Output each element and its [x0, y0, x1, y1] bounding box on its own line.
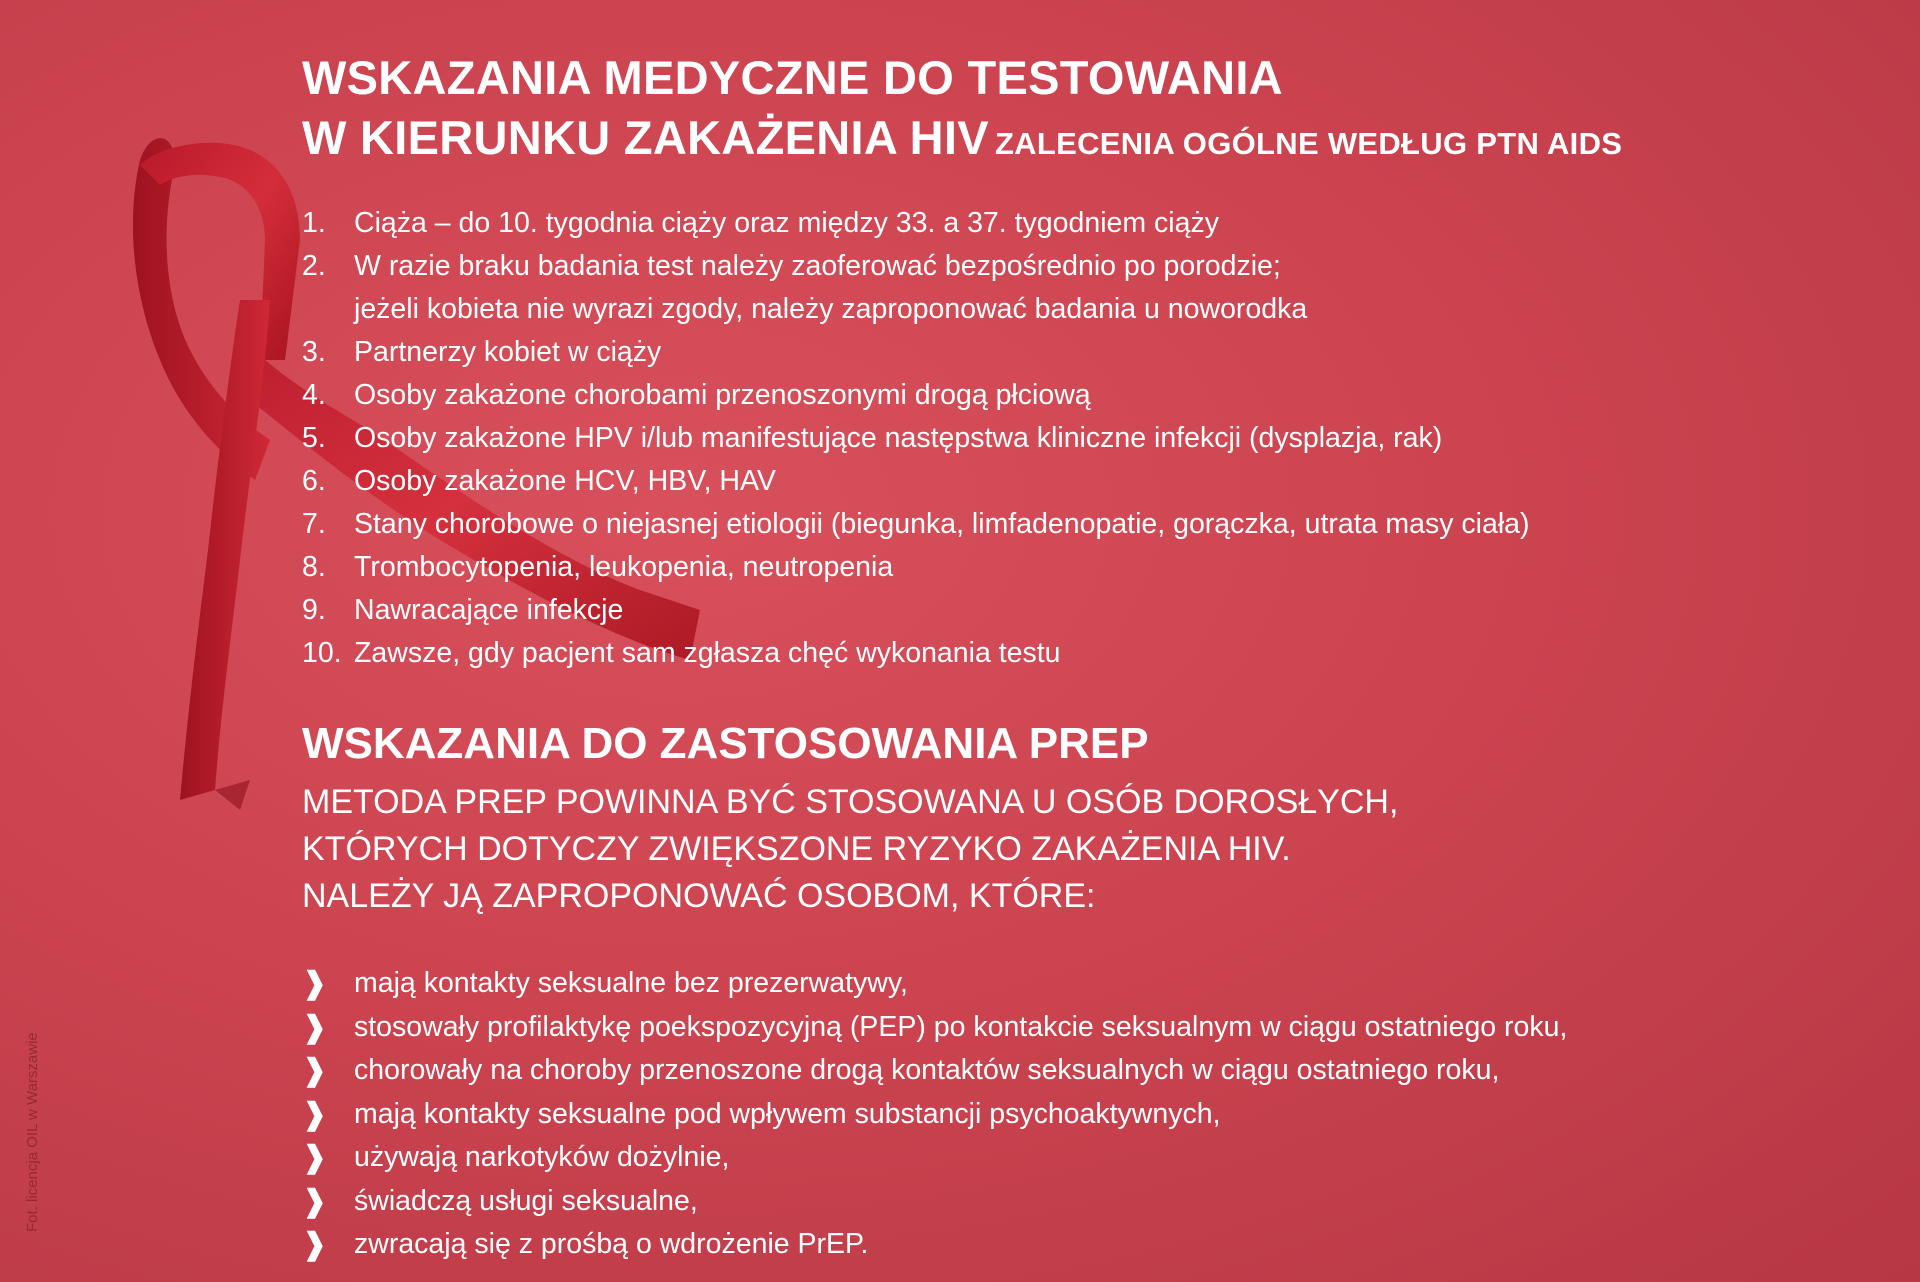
- list-item-text: Osoby zakażone chorobami przenoszonymi drogą płciową: [354, 379, 1091, 411]
- bullet-item: [302, 1093, 1892, 1137]
- list-item-text: Nawracające infekcje: [354, 594, 624, 626]
- list-item: [302, 589, 1892, 632]
- list-item-number: 1.: [302, 207, 326, 239]
- chevron-right-icon: ❱: [302, 967, 328, 1000]
- list-item-number: 3.: [302, 336, 326, 368]
- list-item-number: 9.: [302, 594, 326, 626]
- chevron-right-icon: ❱: [302, 1010, 328, 1044]
- bullet-text: zwracają się z prośbą o wdrożenie PrEP.: [354, 1228, 869, 1260]
- list-item: [302, 374, 1892, 417]
- list-item: [302, 331, 1892, 374]
- content-area: [302, 48, 1892, 1267]
- list-item: [302, 202, 1892, 245]
- section1-title-line1: WSKAZANIA MEDYCZNE DO TESTOWANIA: [302, 51, 1283, 104]
- list-item-number: 2.: [302, 250, 326, 282]
- list-item-text: Trombocytopenia, leukopenia, neutropenia: [354, 551, 894, 583]
- list-item-text: jeżeli kobieta nie wyrazi zgody, należy zaproponować badania u noworodka: [354, 293, 1308, 325]
- list-item-text: Osoby zakażone HCV, HBV, HAV: [354, 465, 776, 497]
- list-item-text: Stany chorobowe o niejasnej etiologii (biegunka, limfadenopatie, gorączka, utrata masy ciała): [354, 508, 1530, 540]
- list-item-number: 7.: [302, 508, 326, 540]
- chevron-right-icon: ❱: [302, 1054, 328, 1087]
- list-item-text: Ciąża – do 10. tygodnia ciąży oraz między 33. a 37. tygodniem ciąży: [354, 207, 1219, 239]
- prep-bullet-list: [302, 962, 1892, 1267]
- chevron-right-icon: ❱: [302, 1141, 328, 1174]
- bullet-text: używają narkotyków dożylnie,: [354, 1141, 730, 1173]
- chevron-right-icon: ❱: [302, 1228, 328, 1261]
- list-item: [302, 460, 1892, 503]
- list-item: [302, 632, 1892, 675]
- section1-subtitle: ZALECENIA OGÓLNE WEDŁUG PTN AIDS: [994, 126, 1623, 161]
- intro-line: KTÓRYCH DOTYCZY ZWIĘKSZONE RYZYKO ZAKAŻENIA HIV.: [302, 830, 1291, 868]
- bullet-item: [302, 1223, 1892, 1267]
- section1-title: [302, 48, 1892, 174]
- chevron-right-icon: ❱: [302, 1097, 328, 1131]
- list-item-text: Zawsze, gdy pacjent sam zgłasza chęć wykonania testu: [354, 637, 1061, 669]
- indications-list: [302, 202, 1892, 675]
- list-item-text: W razie braku badania test należy zaoferować bezpośrednio po porodzie;: [354, 250, 1281, 282]
- bullet-item: [302, 1049, 1892, 1093]
- bullet-item: [302, 1006, 1892, 1050]
- chevron-right-icon: ❱: [302, 1184, 328, 1218]
- bullet-item: [302, 1136, 1892, 1180]
- list-item: [302, 245, 1892, 331]
- bullet-text: mają kontakty seksualne bez prezerwatywy,: [354, 967, 908, 999]
- list-item: [302, 503, 1892, 546]
- bullet-text: świadczą usługi seksualne,: [354, 1184, 698, 1217]
- section1-title-line2: W KIERUNKU ZAKAŻENIA HIV: [302, 111, 989, 164]
- bullet-text: stosowały profilaktykę poekspozycyjną (PEP) po kontakcie seksualnym w ciągu ostatniego roku,: [354, 1010, 1568, 1043]
- bullet-text: mają kontakty seksualne pod wpływem substancji psychoaktywnych,: [354, 1097, 1221, 1130]
- list-item-number: 5.: [302, 422, 326, 454]
- bullet-item: [302, 1180, 1892, 1224]
- section2-title: WSKAZANIA DO ZASTOSOWANIA PREP: [302, 719, 1149, 768]
- bullet-text: chorowały na choroby przenoszone drogą kontaktów seksualnych w ciągu ostatniego roku,: [354, 1054, 1500, 1086]
- list-item: [302, 417, 1892, 460]
- section2-intro: [302, 779, 1892, 920]
- intro-line: NALEŻY JĄ ZAPROPONOWAĆ OSOBOM, KTÓRE:: [302, 877, 1096, 915]
- list-item-number: 6.: [302, 465, 326, 497]
- intro-line: METODA PREP POWINNA BYĆ STOSOWANA U OSÓB DOROSŁYCH,: [302, 783, 1399, 821]
- list-item-number: 4.: [302, 379, 326, 411]
- bullet-item: [302, 962, 1892, 1006]
- list-item-number: 10.: [302, 637, 342, 669]
- list-item: [302, 546, 1892, 589]
- list-item-number: 8.: [302, 551, 326, 583]
- photo-credit: Fot. licencja OIL w Warszawie: [24, 1032, 41, 1232]
- list-item-text: Partnerzy kobiet w ciąży: [354, 336, 662, 368]
- list-item-text: Osoby zakażone HPV i/lub manifestujące następstwa kliniczne infekcji (dysplazja, rak): [354, 422, 1443, 454]
